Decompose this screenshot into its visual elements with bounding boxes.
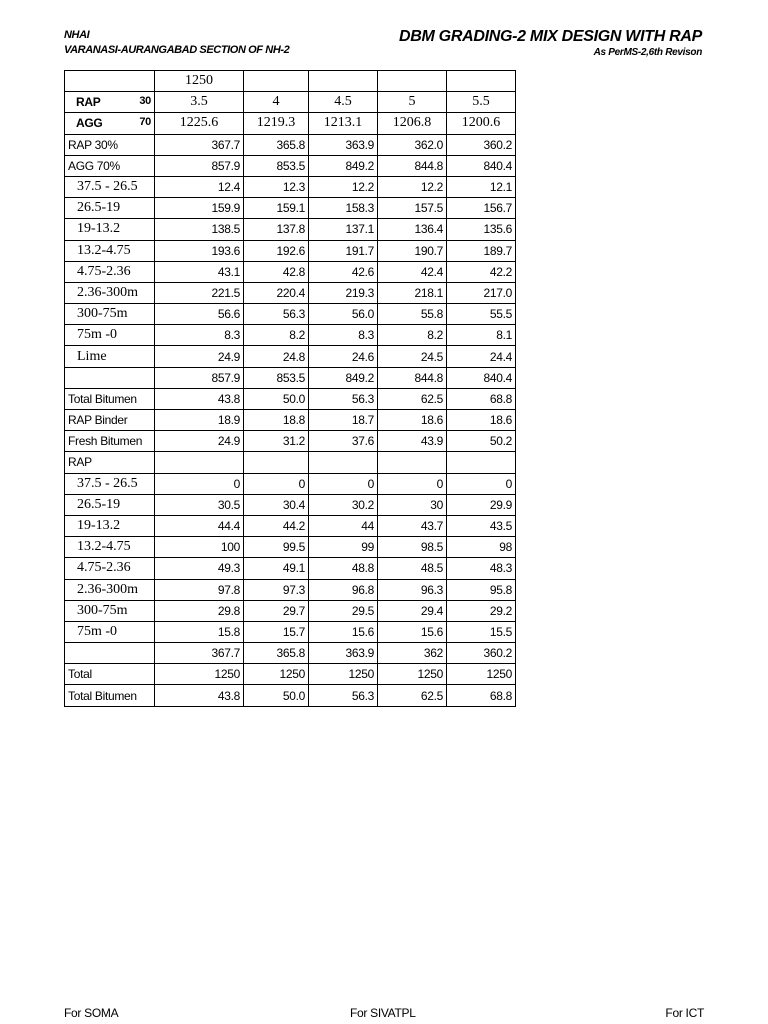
table-row: [65, 600, 516, 621]
value-cell: 37.6: [309, 431, 378, 452]
table-row: [65, 240, 516, 261]
table-row: [65, 621, 516, 642]
value-cell: 844.8: [378, 155, 447, 176]
value-cell: 100: [155, 537, 244, 558]
row-label: 37.5 - 26.5: [65, 473, 155, 494]
document-title: DBM GRADING-2 MIX DESIGN WITH RAP: [399, 28, 702, 45]
value-cell: 8.3: [309, 325, 378, 346]
value-cell: 99: [309, 537, 378, 558]
value-cell: 137.1: [309, 219, 378, 240]
row-label: 13.2-4.75: [65, 240, 155, 261]
value-cell: 1250: [378, 664, 447, 685]
table-row: [65, 367, 516, 388]
value-cell: 98: [447, 537, 516, 558]
value-cell: 29.9: [447, 494, 516, 515]
value-cell: 844.8: [378, 367, 447, 388]
value-cell: 853.5: [244, 367, 309, 388]
table-row: [65, 325, 516, 346]
value-cell: 42.2: [447, 261, 516, 282]
value-cell: 68.8: [447, 388, 516, 409]
agg-mass-row: [65, 113, 516, 134]
table-row: [65, 579, 516, 600]
value-cell: 219.3: [309, 282, 378, 303]
value-cell: 159.1: [244, 198, 309, 219]
rap-bitumen-row: [65, 92, 516, 113]
rap-percent: 30: [139, 95, 151, 108]
footer-soma: For SOMA: [64, 1006, 119, 1020]
value-cell: 18.9: [155, 410, 244, 431]
mix-design-body: [65, 71, 516, 707]
table-row: [65, 558, 516, 579]
value-cell: 158.3: [309, 198, 378, 219]
value-cell: 24.6: [309, 346, 378, 367]
row-label: Total Bitumen: [65, 388, 155, 409]
value-cell: 189.7: [447, 240, 516, 261]
row-label: Total Bitumen: [65, 685, 155, 706]
row-label: 300-75m: [65, 600, 155, 621]
value-cell: 363.9: [309, 134, 378, 155]
row-label: Total: [65, 664, 155, 685]
table-row: [65, 304, 516, 325]
value-cell: 50.0: [244, 685, 309, 706]
mix-design-table: [64, 70, 516, 707]
table-row: [65, 219, 516, 240]
value-cell: 24.5: [378, 346, 447, 367]
value-cell: 221.5: [155, 282, 244, 303]
value-cell: 29.4: [378, 600, 447, 621]
table-row: [65, 388, 516, 409]
footer-ict: For ICT: [665, 1006, 704, 1020]
row-label: Fresh Bitumen: [65, 431, 155, 452]
row-label: Lime: [65, 346, 155, 367]
value-cell: 18.6: [447, 410, 516, 431]
header-right: [399, 27, 702, 60]
table-row: [65, 198, 516, 219]
value-cell: 1250: [309, 664, 378, 685]
row-label: 19-13.2: [65, 515, 155, 536]
value-cell: 43.8: [155, 685, 244, 706]
value-cell: 1250: [447, 664, 516, 685]
value-cell: 98.5: [378, 537, 447, 558]
value-cell: 857.9: [155, 155, 244, 176]
value-cell: 29.8: [155, 600, 244, 621]
value-cell: 12.3: [244, 176, 309, 197]
value-cell: 362: [378, 643, 447, 664]
bitumen-pct-cell: 4.5: [309, 92, 378, 113]
value-cell: 135.6: [447, 219, 516, 240]
value-cell: 156.7: [447, 198, 516, 219]
value-cell: 44: [309, 515, 378, 536]
total-mass-cell: 1250: [155, 71, 244, 92]
value-cell: 48.3: [447, 558, 516, 579]
value-cell: 31.2: [244, 431, 309, 452]
value-cell: 15.5: [447, 621, 516, 642]
value-cell: 857.9: [155, 367, 244, 388]
value-cell: 43.8: [155, 388, 244, 409]
value-cell: 42.4: [378, 261, 447, 282]
table-row: [65, 431, 516, 452]
value-cell: 8.2: [378, 325, 447, 346]
value-cell: 138.5: [155, 219, 244, 240]
value-cell: 840.4: [447, 155, 516, 176]
value-cell: 12.1: [447, 176, 516, 197]
value-cell: 217.0: [447, 282, 516, 303]
value-cell: 43.7: [378, 515, 447, 536]
row-label: AGG 70%: [65, 155, 155, 176]
value-cell: 0: [378, 473, 447, 494]
value-cell: [378, 452, 447, 473]
value-cell: 367.7: [155, 643, 244, 664]
value-cell: [309, 452, 378, 473]
table-row: [65, 664, 516, 685]
value-cell: 365.8: [244, 643, 309, 664]
value-cell: 56.6: [155, 304, 244, 325]
bitumen-pct-cell: 5: [378, 92, 447, 113]
footer-sivatpl: For SIVATPL: [350, 1006, 416, 1020]
aggregate-mass-cell: 1219.3: [244, 113, 309, 134]
value-cell: 191.7: [309, 240, 378, 261]
row-label: 4.75-2.36: [65, 261, 155, 282]
value-cell: 218.1: [378, 282, 447, 303]
value-cell: 840.4: [447, 367, 516, 388]
value-cell: 157.5: [378, 198, 447, 219]
row-label: [65, 367, 155, 388]
table-row: [65, 134, 516, 155]
bitumen-pct-cell: 5.5: [447, 92, 516, 113]
table-row: [65, 155, 516, 176]
rap-label-cell: [65, 92, 155, 113]
value-cell: 56.3: [309, 388, 378, 409]
row-label: RAP: [65, 452, 155, 473]
row-label: 26.5-19: [65, 494, 155, 515]
value-cell: 18.7: [309, 410, 378, 431]
value-cell: 0: [244, 473, 309, 494]
row-label: 2.36-300m: [65, 579, 155, 600]
value-cell: 360.2: [447, 643, 516, 664]
value-cell: 62.5: [378, 388, 447, 409]
value-cell: 29.7: [244, 600, 309, 621]
agg-label-cell: [65, 113, 155, 134]
blank-cell: [244, 71, 309, 92]
bitumen-pct-cell: 4: [244, 92, 309, 113]
value-cell: 1250: [155, 664, 244, 685]
value-cell: 97.3: [244, 579, 309, 600]
value-cell: 193.6: [155, 240, 244, 261]
value-cell: 56.0: [309, 304, 378, 325]
table-row: [65, 685, 516, 706]
value-cell: 44.4: [155, 515, 244, 536]
rap-label: RAP: [76, 95, 101, 110]
value-cell: 362.0: [378, 134, 447, 155]
value-cell: 363.9: [309, 643, 378, 664]
value-cell: 220.4: [244, 282, 309, 303]
value-cell: 42.8: [244, 261, 309, 282]
value-cell: 50.0: [244, 388, 309, 409]
value-cell: [155, 452, 244, 473]
row-label: [65, 643, 155, 664]
value-cell: 12.2: [378, 176, 447, 197]
value-cell: 137.8: [244, 219, 309, 240]
value-cell: 96.8: [309, 579, 378, 600]
table-row: [65, 176, 516, 197]
value-cell: 29.5: [309, 600, 378, 621]
value-cell: 43.5: [447, 515, 516, 536]
value-cell: 43.9: [378, 431, 447, 452]
total-row-top: [65, 71, 516, 92]
table-row: [65, 410, 516, 431]
row-label: RAP 30%: [65, 134, 155, 155]
value-cell: 50.2: [447, 431, 516, 452]
row-label: 19-13.2: [65, 219, 155, 240]
aggregate-mass-cell: 1206.8: [378, 113, 447, 134]
document-subtitle: As PerMS-2,6th Revison: [593, 47, 702, 58]
table-row: [65, 643, 516, 664]
value-cell: 15.7: [244, 621, 309, 642]
value-cell: 56.3: [244, 304, 309, 325]
value-cell: 49.3: [155, 558, 244, 579]
agg-label: AGG: [76, 116, 103, 131]
value-cell: 44.2: [244, 515, 309, 536]
value-cell: 849.2: [309, 367, 378, 388]
value-cell: 42.6: [309, 261, 378, 282]
value-cell: 849.2: [309, 155, 378, 176]
row-label: 2.36-300m: [65, 282, 155, 303]
aggregate-mass-cell: 1213.1: [309, 113, 378, 134]
value-cell: 30.2: [309, 494, 378, 515]
value-cell: 56.3: [309, 685, 378, 706]
value-cell: 55.8: [378, 304, 447, 325]
value-cell: 30: [378, 494, 447, 515]
value-cell: 97.8: [155, 579, 244, 600]
value-cell: 18.8: [244, 410, 309, 431]
row-label: 75m -0: [65, 621, 155, 642]
row-label: RAP Binder: [65, 410, 155, 431]
blank-cell: [309, 71, 378, 92]
value-cell: 15.6: [309, 621, 378, 642]
table-row: [65, 452, 516, 473]
value-cell: 48.5: [378, 558, 447, 579]
value-cell: 68.8: [447, 685, 516, 706]
header-left: [64, 28, 289, 58]
table-row: [65, 282, 516, 303]
value-cell: 62.5: [378, 685, 447, 706]
value-cell: 360.2: [447, 134, 516, 155]
aggregate-mass-cell: 1200.6: [447, 113, 516, 134]
value-cell: 95.8: [447, 579, 516, 600]
value-cell: 48.8: [309, 558, 378, 579]
table-row: [65, 261, 516, 282]
value-cell: 99.5: [244, 537, 309, 558]
value-cell: 365.8: [244, 134, 309, 155]
value-cell: 192.6: [244, 240, 309, 261]
value-cell: 136.4: [378, 219, 447, 240]
table-row: [65, 537, 516, 558]
row-label: 37.5 - 26.5: [65, 176, 155, 197]
row-label: 13.2-4.75: [65, 537, 155, 558]
value-cell: 0: [447, 473, 516, 494]
value-cell: 12.2: [309, 176, 378, 197]
value-cell: 367.7: [155, 134, 244, 155]
value-cell: 43.1: [155, 261, 244, 282]
value-cell: 15.6: [378, 621, 447, 642]
blank-cell: [378, 71, 447, 92]
value-cell: 8.1: [447, 325, 516, 346]
aggregate-mass-cell: 1225.6: [155, 113, 244, 134]
bitumen-pct-cell: 3.5: [155, 92, 244, 113]
value-cell: [447, 452, 516, 473]
table-row: [65, 494, 516, 515]
table-row: [65, 473, 516, 494]
value-cell: 24.8: [244, 346, 309, 367]
row-label: 4.75-2.36: [65, 558, 155, 579]
value-cell: 24.9: [155, 431, 244, 452]
value-cell: 49.1: [244, 558, 309, 579]
value-cell: [244, 452, 309, 473]
blank-cell: [65, 71, 155, 92]
row-label: 26.5-19: [65, 198, 155, 219]
value-cell: 55.5: [447, 304, 516, 325]
value-cell: 8.3: [155, 325, 244, 346]
value-cell: 0: [309, 473, 378, 494]
value-cell: 12.4: [155, 176, 244, 197]
value-cell: 15.8: [155, 621, 244, 642]
value-cell: 24.4: [447, 346, 516, 367]
row-label: 75m -0: [65, 325, 155, 346]
value-cell: 18.6: [378, 410, 447, 431]
value-cell: 1250: [244, 664, 309, 685]
org-name: NHAI: [64, 29, 90, 41]
row-label: 300-75m: [65, 304, 155, 325]
table-row: [65, 346, 516, 367]
value-cell: 159.9: [155, 198, 244, 219]
value-cell: 30.4: [244, 494, 309, 515]
value-cell: 30.5: [155, 494, 244, 515]
value-cell: 853.5: [244, 155, 309, 176]
value-cell: 24.9: [155, 346, 244, 367]
agg-percent: 70: [139, 116, 151, 129]
value-cell: 96.3: [378, 579, 447, 600]
table-row: [65, 515, 516, 536]
value-cell: 29.2: [447, 600, 516, 621]
blank-cell: [447, 71, 516, 92]
value-cell: 0: [155, 473, 244, 494]
value-cell: 8.2: [244, 325, 309, 346]
value-cell: 190.7: [378, 240, 447, 261]
section-name: VARANASI-AURANGABAD SECTION OF NH-2: [64, 44, 290, 56]
